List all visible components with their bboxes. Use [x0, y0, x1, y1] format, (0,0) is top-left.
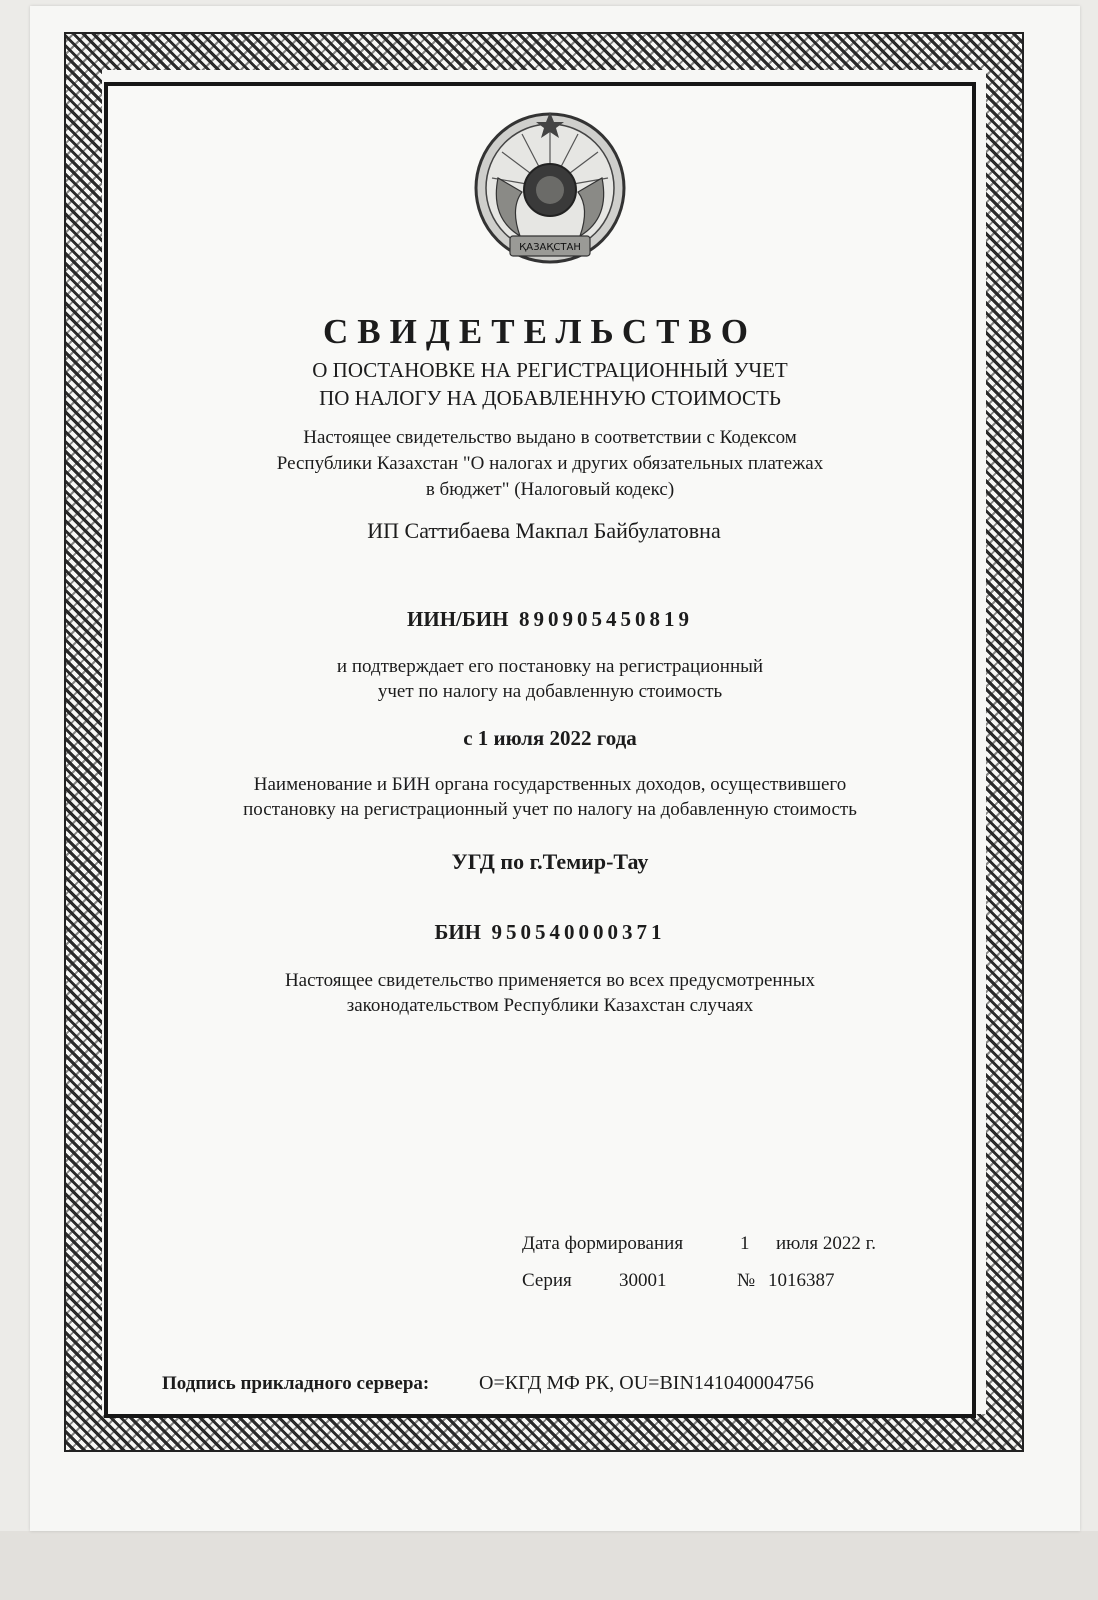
signature-value: O=КГД МФ РК, OU=BIN141040004756 [479, 1372, 814, 1394]
authority-desc-line-1: Наименование и БИН органа государственных доходов, осуществившего [253, 774, 847, 795]
certificate-number-value: 1016387 [768, 1270, 835, 1291]
formation-month-year: июля 2022 г. [776, 1233, 877, 1254]
formation-day: 1 [740, 1233, 750, 1254]
applicability-line-1: Настоящее свидетельство применяется во всех предусмотренных [284, 970, 816, 991]
authority-desc-line-2: постановку на регистрационный учет по налогу на добавленную стоимость [243, 799, 857, 820]
series-value: 30001 [619, 1270, 667, 1291]
subtitle-line-1: О ПОСТАНОВКЕ НА РЕГИСТРАЦИОННЫЙ УЧЕТ [312, 358, 788, 382]
authority-bin-label: БИН [434, 920, 482, 944]
series-label: Серия [522, 1270, 572, 1291]
formation-label: Дата формирования [522, 1233, 684, 1254]
certificate-number-label: № [737, 1270, 756, 1291]
authority-bin-row [150, 920, 950, 945]
holder-name: ИП Саттибаева Макпал Байбулатовна [367, 518, 721, 543]
subtitle-line-2: ПО НАЛОГУ НА ДОБАВЛЕННУЮ СТОИМОСТЬ [319, 386, 781, 410]
document-title: СВИДЕТЕЛЬСТВО [322, 312, 758, 351]
confirm-line-1: и подтверждает его постановку на регистрационный [336, 656, 764, 677]
issued-line-1: Настоящее свидетельство выдано в соответствии с Кодексом [303, 427, 797, 448]
issued-line-3: в бюджет" (Налоговый кодекс) [425, 479, 675, 500]
background-surface [0, 1531, 1098, 1600]
iin-value: 890905450819 [518, 607, 693, 631]
effective-date: с 1 июля 2022 года [463, 726, 637, 750]
state-emblem-icon [470, 108, 630, 278]
iin-row [150, 607, 950, 632]
confirm-line-2: учет по налогу на добавленную стоимость [377, 681, 723, 702]
iin-label: ИИН/БИН [407, 607, 509, 631]
signature-label: Подпись прикладного сервера: [162, 1373, 430, 1394]
emblem-caption: ҚАЗАҚСТАН [519, 242, 581, 253]
authority-bin-value: 950540000371 [491, 920, 666, 944]
authority-name: УГД по г.Темир-Тау [451, 849, 649, 874]
issued-line-2: Республики Казахстан "О налогах и других обязательных платежах [276, 453, 824, 474]
applicability-line-2: законодательством Республики Казахстан случаях [346, 995, 754, 1016]
